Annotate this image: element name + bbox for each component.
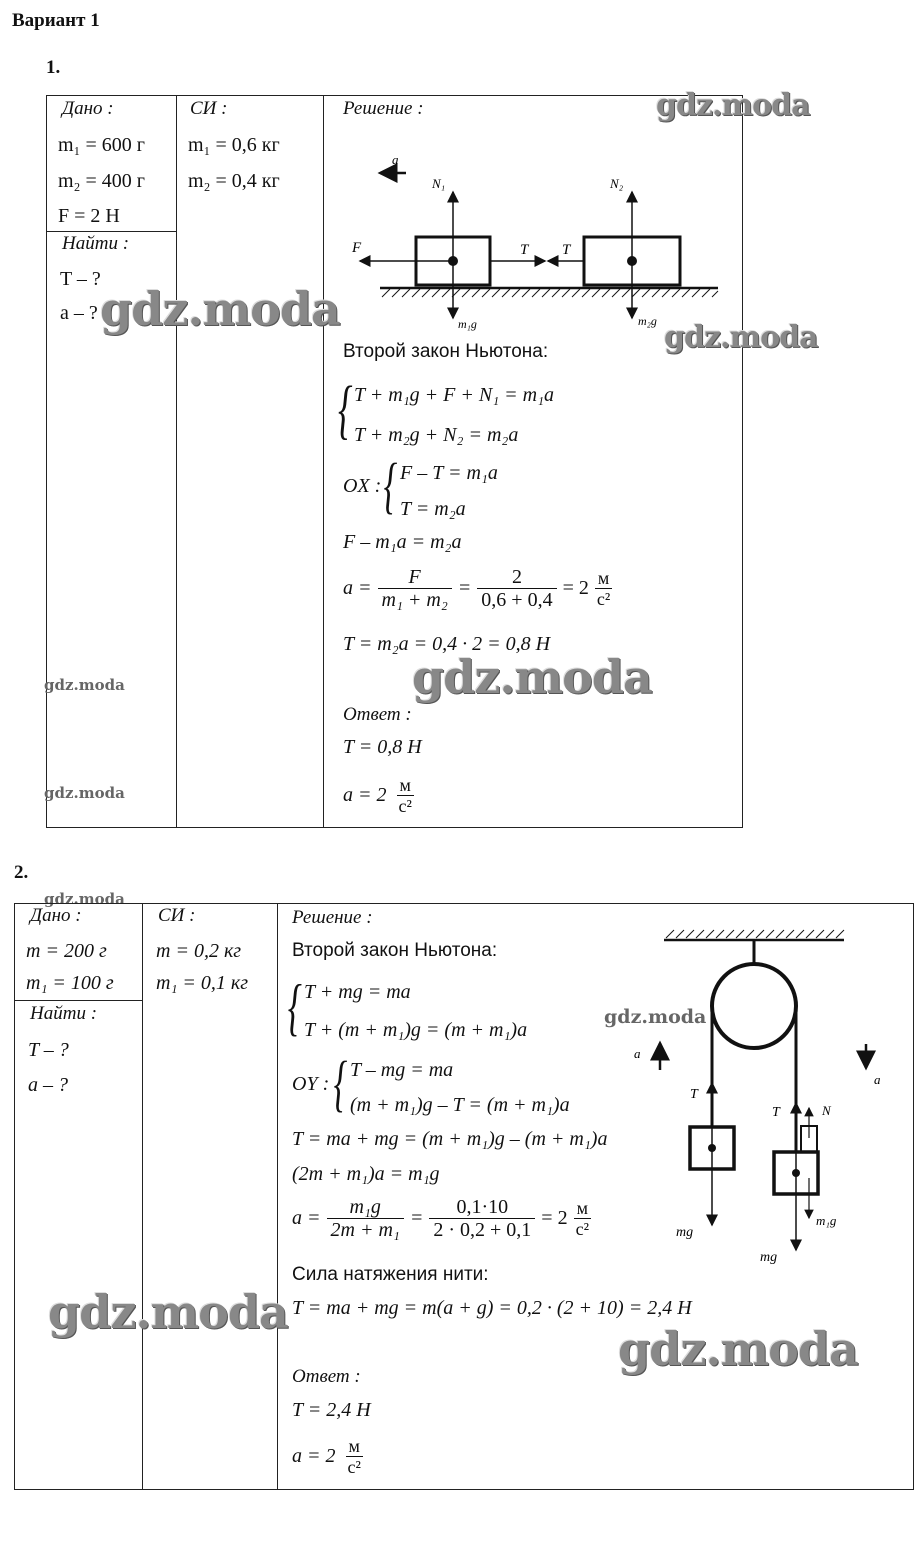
watermark: gdz.moda xyxy=(44,890,125,908)
p1-answer-title: Ответ : xyxy=(343,704,412,725)
p2-oy-0: T – mg = ma xyxy=(350,1059,454,1081)
p1-eq-a: a = $\frac{F}{\text{m₁ + m₂}}$ = $\frac{2}{0,6 + 0,4}$ = 2 м с² xyxy=(343,566,611,611)
p2-answer-a-row xyxy=(292,1436,363,1477)
p1-eq-a-result: = 2 xyxy=(562,577,589,599)
p2-unit-num: м xyxy=(574,1198,591,1219)
p1-label-t2: T xyxy=(562,242,571,258)
p2-label-n: N xyxy=(822,1103,831,1118)
p1-eq-a-num2: 2 xyxy=(477,566,556,589)
p1-label-f: F xyxy=(352,240,362,256)
p1-system-1: T + m₂g + N₂ = m₂a xyxy=(354,424,519,446)
p1-si-1: m₂ = 0,4 кг xyxy=(188,170,280,192)
p1-given-2: F = 2 Н xyxy=(58,205,120,227)
p1-given-title: Дано : xyxy=(62,98,114,119)
p2-unit-den: с² xyxy=(575,1219,589,1239)
p2-eq-t: T = ma + mg = m(a + g) = 0,2 · (2 + 10) = 2,4 Н xyxy=(292,1297,692,1319)
watermark: gdz.moda xyxy=(44,676,125,694)
p1-solution-title: Решение : xyxy=(343,98,424,119)
p2-oy-system: { T – mg = ma (m + m₁)g – T = (m + m₁)a xyxy=(336,1053,570,1123)
p2-label-a-up: a xyxy=(634,1046,641,1061)
watermark: gdz.moda xyxy=(604,1006,707,1028)
p2-given-title: Дано : xyxy=(30,905,82,926)
p2-oy-1: (m + m₁)g – T = (m + m₁)a xyxy=(350,1094,570,1116)
p1-answer-a-row xyxy=(343,775,414,816)
p1-unit-num: м xyxy=(595,568,612,589)
p1-ox-label: OX : xyxy=(343,475,382,497)
p2-system-1: T + (m + m₁)g = (m + m₁)a xyxy=(304,1019,528,1041)
p2-find-1: a – ? xyxy=(28,1074,68,1096)
watermark: gdz.moda xyxy=(656,88,810,123)
p2-eq1: T = ma + mg = (m + m₁)g – (m + m₁)a xyxy=(292,1128,608,1150)
p1-eq-a-den2: 0,6 + 0,4 xyxy=(481,589,553,611)
watermark: gdz.moda xyxy=(618,1322,858,1376)
p2-eq-a-den1: 2m + m₁ xyxy=(330,1219,400,1241)
p2-system-0: T + mg = ma xyxy=(304,981,411,1003)
p1-si-0: m₁ = 0,6 кг xyxy=(188,134,280,156)
p2-label-mg2: mg xyxy=(760,1250,778,1265)
p1-answer-t: T = 0,8 Н xyxy=(343,736,422,758)
p2-find-0: T – ? xyxy=(28,1039,69,1061)
p1-ground-hatch xyxy=(382,289,718,297)
p2-label-m1g: m₁g xyxy=(816,1213,837,1228)
p2-eq-a-prefix: a = xyxy=(292,1207,321,1229)
p2-law-title: Второй закон Ньютона: xyxy=(292,940,498,961)
p2-answer-unit-den: с² xyxy=(347,1457,361,1477)
p1-find-title: Найти : xyxy=(62,233,130,254)
p1-given-0: m₁ = 600 г xyxy=(58,134,146,156)
p1-system: { T + m₁g + F + N₁ = m₁a T + m₂g + N₂ = m₂a xyxy=(340,375,554,455)
p2-si-1: m₁ = 0,1 кг xyxy=(156,972,249,994)
variant-title: Вариант 1 xyxy=(12,10,100,31)
p1-blocks-diagram xyxy=(340,140,730,335)
p1-eq-a-den1: m₁ + m₂ xyxy=(381,589,448,611)
watermark: gdz.moda xyxy=(664,320,818,355)
p1-system-0: T + m₁g + F + N₁ = m₁a xyxy=(354,384,555,406)
p1-answer-a: a = 2 xyxy=(343,784,387,806)
p1-label-a: a xyxy=(392,152,399,167)
p2-si-0: m = 0,2 кг xyxy=(156,940,242,962)
p2-si-title: СИ : xyxy=(158,905,196,926)
p2-pulley xyxy=(712,964,796,1048)
p2-solution-title: Решение : xyxy=(292,907,373,928)
p2-eq-a-num2: 0,1·10 xyxy=(429,1196,535,1219)
watermark: gdz.moda xyxy=(44,784,125,802)
p1-label-t1: T xyxy=(520,242,529,258)
p2-label-t1: T xyxy=(690,1087,698,1102)
p1-label-m2g: m₂g xyxy=(638,314,657,328)
watermark: gdz.moda xyxy=(412,650,652,704)
p2-label-t2: T xyxy=(772,1105,780,1120)
p2-answer-unit-num: м xyxy=(346,1436,363,1457)
p1-law-title: Второй закон Ньютона: xyxy=(343,341,549,362)
p2-ceiling-hatch xyxy=(666,930,844,938)
p2-answer-a: a = 2 xyxy=(292,1445,336,1467)
p2-oy-label: OY : xyxy=(292,1073,330,1095)
p1-unit-den: с² xyxy=(596,589,611,609)
p2-eq-a-result: = 2 xyxy=(541,1207,568,1229)
p2-given-0: m = 200 г xyxy=(26,940,107,962)
p2-find-title: Найти : xyxy=(30,1003,98,1024)
p1-eq-a-prefix: a = xyxy=(343,577,372,599)
p1-label-n1: N₁ xyxy=(432,176,446,191)
p2-eq-a-den2: 2 · 0,2 + 0,1 xyxy=(433,1219,532,1241)
p1-ox-0: F – T = m₁a xyxy=(400,462,498,484)
p1-ox-1: T = m₂a xyxy=(400,498,466,520)
p2-eq-a-num1: m₁g xyxy=(327,1196,404,1219)
p1-eq-a-num1: F xyxy=(378,566,452,589)
p1-find-0: T – ? xyxy=(60,268,101,290)
p1-eq1: F – m₁a = m₂a xyxy=(343,531,462,553)
p2-label-a-down: a xyxy=(874,1072,881,1087)
p1-find-1: a – ? xyxy=(60,302,98,324)
p2-pulley-diagram xyxy=(620,918,890,1268)
p2-answer-t: T = 2,4 Н xyxy=(292,1399,371,1421)
watermark: gdz.moda xyxy=(100,282,340,336)
p1-answer-unit-num: м xyxy=(397,775,414,796)
p2-given-1: m₁ = 100 г xyxy=(26,972,114,994)
p1-eq-t: T = m₂a = 0,4 · 2 = 0,8 Н xyxy=(343,633,551,655)
p1-given-1: m₂ = 400 г xyxy=(58,170,146,192)
p1-answer-unit-den: с² xyxy=(398,796,412,816)
p2-label-mg1: mg xyxy=(676,1225,694,1240)
problem-2-number: 2. xyxy=(14,862,29,883)
p2-system: { T + mg = ma T + (m + m₁)g = (m + m₁)a xyxy=(290,973,527,1049)
p1-si-title: СИ : xyxy=(190,98,228,119)
p2-eq2: (2m + m₁)a = m₁g xyxy=(292,1163,440,1185)
watermark: gdz.moda xyxy=(48,1285,288,1339)
p1-ox-system: { F – T = m₁a T = m₂a xyxy=(386,455,498,527)
p2-answer-title: Ответ : xyxy=(292,1366,361,1387)
p1-label-m1g: m₁g xyxy=(458,317,477,331)
p1-label-n2: N₂ xyxy=(610,176,624,191)
problem-1-number: 1. xyxy=(46,57,61,78)
p2-tension-title: Сила натяжения нити: xyxy=(292,1264,489,1285)
p2-eq-a: a = $\frac{\text{m₁g}}{\text{2m + m₁}}$ = $\frac{0,1\cdot 10}{2 \cdot 0,2 + 0,1}$ = 2 м с² xyxy=(292,1196,589,1241)
